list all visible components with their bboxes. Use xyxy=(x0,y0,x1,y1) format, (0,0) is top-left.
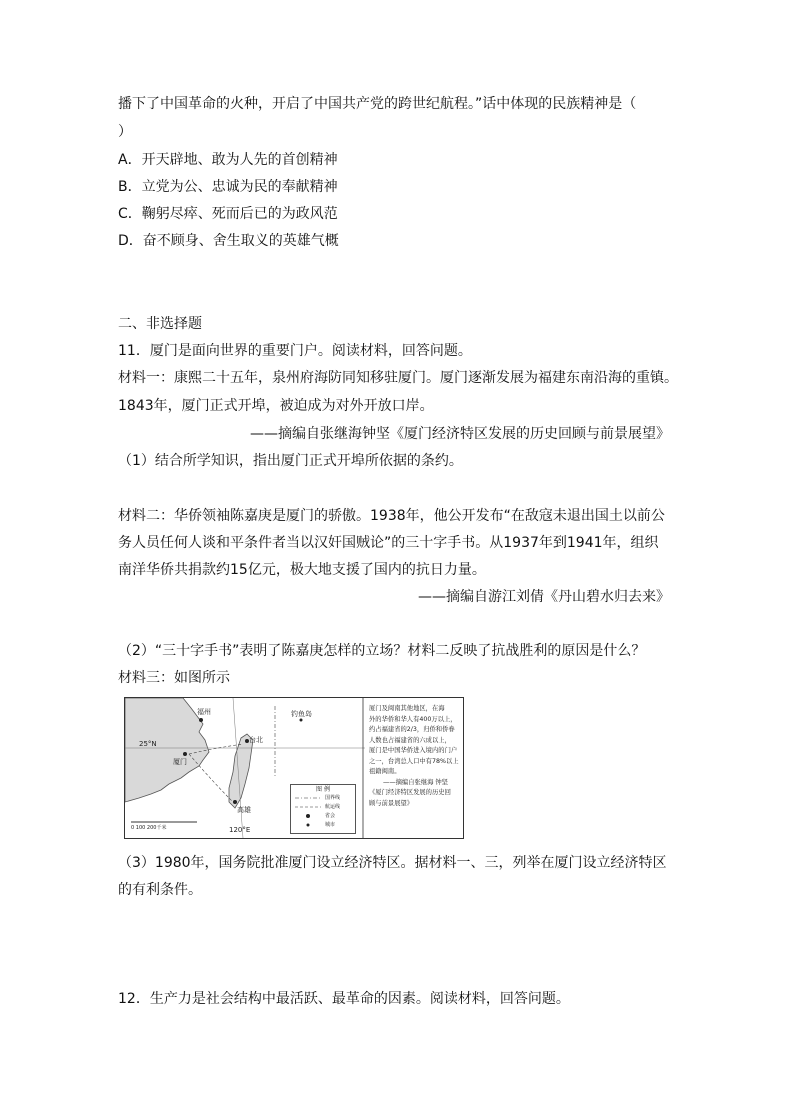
label-xiamen: 厦门 xyxy=(173,758,187,766)
q11-intro: 11．厦门是面向世界的重要门户。阅读材料，回答问题。 xyxy=(118,343,472,359)
q12-intro: 12．生产力是社会结构中最活跃、最革命的因素。阅读材料，回答问题。 xyxy=(118,991,570,1007)
q11-sub3-line1: （3）1980年，国务院批准厦门设立经济特区。据材料一、三，列举在厦门设立经济特区 xyxy=(118,855,667,871)
q10-option-b: B．立党为公、忠诚为民的奉献精神 xyxy=(118,179,338,195)
map-text-line: 厦门是中国华侨进入境内的门户 xyxy=(369,747,458,754)
legend-title: 图 例 xyxy=(316,786,330,793)
xiamen-map-figure xyxy=(124,697,464,839)
label-taibei: 台北 xyxy=(249,736,263,744)
q11-sub2: （2）“三十字手书”表明了陈嘉庚怎样的立场？材料二反映了抗战胜利的原因是什么？ xyxy=(118,643,646,659)
q11-sub3-line2: 的有利条件。 xyxy=(118,882,202,898)
map-text-line: 《厦门经济特区发展的历史回 xyxy=(369,789,451,796)
map-side-text xyxy=(369,704,459,809)
label-gaoxiong: 高雄 xyxy=(237,806,251,814)
q10-stem-line2: ） xyxy=(118,124,132,140)
legend-border: 国界线 xyxy=(325,795,341,801)
q11-material2-source: ——摘编自游江刘倩《丹山碧水归去来》 xyxy=(418,589,670,605)
label-lon120: 120°E xyxy=(229,826,251,834)
xiamen-marker xyxy=(183,752,187,756)
map-text-line: ——摘编自张继海 钟坚 xyxy=(383,778,448,786)
section-heading: 二、非选择题 xyxy=(118,316,202,332)
map-text-line: 顾与前景展望》 xyxy=(369,799,414,807)
gaoxiong-marker xyxy=(233,800,237,804)
q11-material3-label: 材料三：如图所示 xyxy=(118,670,230,686)
q10-option-c: C．鞠躬尽瘁、死而后已的为政风范 xyxy=(118,206,338,222)
legend-city: 城市 xyxy=(325,822,336,828)
label-lat25: 25°N xyxy=(139,740,157,748)
q11-material1-line1: 材料一：康熙二十五年，泉州府海防同知移驻厦门。厦门逐渐发展为福建东南沿海的重镇。 xyxy=(118,370,678,386)
map-text-line: 约占福建省的2/3，归侨和侨眷 xyxy=(369,726,455,733)
q10-option-a: A．开天辟地、敢为人先的首创精神 xyxy=(118,152,338,168)
q11-material2-line3: 南洋华侨共捐款约15亿元，极大地支援了国内的抗日力量。 xyxy=(118,562,486,578)
map-legend xyxy=(290,784,356,834)
legend-route: 航运线 xyxy=(325,804,341,810)
label-scale: 0 100 200千米 xyxy=(131,825,167,831)
legend-capital: 省会 xyxy=(325,813,336,819)
q11-sub1: （1）结合所学知识，指出厦门正式开埠所依据的条约。 xyxy=(118,453,463,469)
map-text-line: 人数也占福建省的六成以上， xyxy=(369,736,451,744)
q10-option-d: D．奋不顾身、舍生取义的英雄气概 xyxy=(118,233,339,249)
q11-material1-source: ——摘编自张继海钟坚《厦门经济特区发展的历史回顾与前景展望》 xyxy=(250,426,670,442)
label-diaoyu: 钓鱼岛 xyxy=(291,710,312,718)
map-text-line: 厦门及闽南其他地区，在海 xyxy=(369,705,445,712)
map-text-line: 之一，台湾总人口中有78%以上 xyxy=(369,757,459,765)
label-fuzhou: 福州 xyxy=(197,708,211,716)
fuzhou-marker xyxy=(199,718,203,722)
q11-material2-line1: 材料二：华侨领袖陈嘉庚是厦门的骄傲。1938年，他公开发布“在敌寇未退出国土以前公 xyxy=(118,508,665,524)
q11-material1-line2: 1843年，厦门正式开埠，被迫成为对外开放口岸。 xyxy=(118,398,434,414)
q10-stem-line1: 播下了中国革命的火种，开启了中国共产党的跨世纪航程。”话中体现的民族精神是（ xyxy=(118,96,637,112)
taiwan-island xyxy=(229,734,253,808)
map-text-line: 外的华侨和华人有400万以上， xyxy=(369,715,457,723)
map-text-line: 祖籍闽南。 xyxy=(369,768,401,775)
q11-material2-line2: 务人员任何人谈和平条件者当以汉奸国贼论”的三十字手书。从1937年到1941年，组织 xyxy=(118,535,659,551)
